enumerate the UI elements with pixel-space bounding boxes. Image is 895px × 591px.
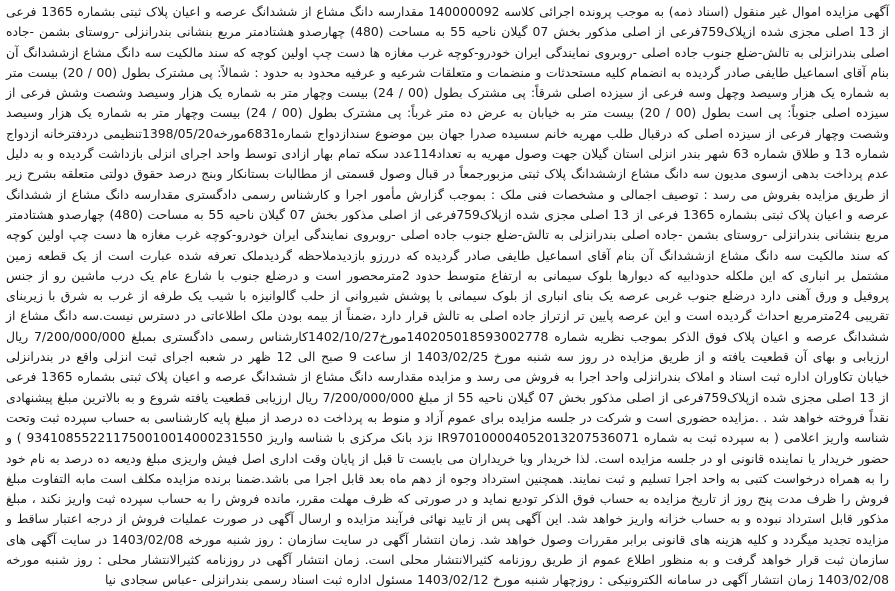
auction-notice-text: آگهی مزایده اموال غیر منقول (اسناد ذمه) به موجب پرونده اجرائی کلاسه 140000092 مقدارسه دانگ مشاع از ششدانگ عرصه و اعیان پلاک ثبتی بشماره 1365 فرعی از 13 اصلی مجزی شده ازپلاک759فرعی از اصلی مذکور بخش 07 گیلان ناحیه 55 به مساحت (480) چهارصدو هشتادمتر مربع بنشانی بندرانزلی -روستای بشمن -جاده اصلی بندرانزلی به تالش-ضلع جنوب جاده اصلی -روبروی نمایندگی ایران خودرو-کوچه غرب مغازه ها دست چپ اولین کوچه که سند مالکیت سه دانگ مشاع ازششدانگ آن بنام آقای اسماعیل طایفی صادر گردیده به انضمام کلیه مستحدثات و منضمات و متعلقات شرعیه و عرفیه محدود به حدود : شمالاً: پی مشترک بطول (00 / 20) بیست متر به شماره یک هزار وسیصد وچهل وسه فرعی از سیزده اصلی شرقاً: پی مشترک بطول (00 / 24) بیست وچهار متر به شماره یک هزار وسیصد وشصت وشش فرعی از سیزده اصلی جنوباً: پی است بطول (00 / 20) بیست متر به خیابان به عرض ده متر غرباً: پی مشترک بطول (00 / 24) بیست وچهار متر به شماره یک هزار وسیصد وشصت وچهار فرعی از سیزده اصلی که درقبال طلب مهریه خانم سسیده صدرا جهان بین موضوع سندازدواج شماره6831مورخه1398/05/20تنظیمی دردفترخانه ازدواج شماره 13 و طلاق شماره 63 شهر بندر انزلی استان گیلان جهت وصول مهریه به تعداد114عدد سکه تمام بهار ازادی توسط واحد اجرای انزلی بازداشت گردیده و به دلیل عدم پرداخت بدهی ازسوی مدیون سه دانگ مشاع ازششدانگ پلاک ثبتی مزبورجمعاً در قبال وصول قسمتی از مطالبات بستانکار وبنج درصد حقوق دولتی متعلقه بشرح زیر از طریق مزایده بفروش می رسد : توصیف اجمالی و مشخصات فنی ملک : بموجب گزارش مأمور اجرا و کارشناس رسمی دادگستری مقدارسه دانگ مشاع از ششدانگ عرصه و اعیان پلاک ثبتی بشماره 1365 فرعی از 13 اصلی مجزی شده ازپلاک759فرعی از اصلی مذکور بخش 07 گیلان ناحیه 55 به مساحت (480) چهارصدو هشتادمتر مربع بنشانی بندرانزلی -روستای بشمن -جاده اصلی بندرانزلی به تالش-ضلع جنوب جاده اصلی -روبروی نمایندگی ایران خودرو-کوچه غرب مغازه ها دست چپ اولین کوچه که سند مالکیت سه دانگ مشاع ازششدانگ آن بنام آقای اسماعیل طایفی صادر گردیده که دررزو بازدیدملاحظه گردیدملک تعرفه شده عبارت است از یک قطعه زمین مشتمل بر انباری که این ملکله حدودابیه که دیوارها بلوک سیمانی به ارتفاع متوسط حدود 2مترمحصور است و درضلع جنوب با شارع عام یک درب ماشین رو از جنس پروفیل و ورق آهنی دارد درضلع جنوب غربی عرصه یک بنای انباری از بلوک سیمانی با پوشش شیروانی از حلب گالوانیزه با شیب یک طرفه از غرب به شرق با زیربنای تقریبی 24مترمربع احداث گردیده است و این عرصه پایین تر ازتراز جاده اصلی به تالش قرار دارد ،ضمناً از بیمه بودن ملک اطلاعاتی در دسترس نیست.سه دانگ مشاع از ششدانگ عرصه و اعیان پلاک فوق الذکر بموجب نظریه شماره 140205018593002778مورخ1402/10/27کارشناس رسمی دادگستری بمبلغ 7/200/000/000 ریال ارزیابی و بهای آن قطعیت یافته و از طریق مزایده در روز سه شنبه مورخ 1403/02/25 از ساعت 9 صبح الی 12 ظهر در شعبه اجرای ثبت انزلی واقع در بندرانزلی خیابان تکاوران اداره ثبت اسناد و املاک بندرانزلی واحد اجرا به فروش می رسد و مزایده مقدارسه دانگ مشاع از ششدانگ عرصه و اعیان پلاک ثبتی بشماره 1365 فرعی از 13 اصلی مجزی شده ازپلاک759فرعی از اصلی مذکور بخش 07 گیلان ناحیه 55 از مبلغ 7/200/000/000 ریال ارزیابی قطعیت یافته شروع و به بالاترین مبلغ پیشنهادی نقداً فروخته خواهد شد . .مزایده حضوری است و شرکت در جلسه مزایده برای عموم آزاد و منوط به پرداخت ده درصد از مبلغ پایه کارشناسی به حساب سپرده ثبت وتحت شناسه واریز اعلامی ( به سپرده ثبت به شماره IR970100004052013207536071 نزد بانک مرکزی با شناسه واریز 934108552211750010014000231550 ) و حضور خریدار یا نماینده قانونی او در جلسه مزایده است. لذا خریدار ویا خریداران می بایست تا قبل از پایان وقت اداری اصل فیش واریزی مبلغ ودیعه ده درصد به نام خود را به همراه درخواست کتبی به واحد اجرا تسلیم و ثبت نمایند. همچنین استرداد وجوه از دهم ماه بعد قابل اجرا می باشد.ضمنا برنده مزایده مکلف است مابه التفاوت مبلغ فروش را ظرف مدت پنج روز از تاریخ مزایده به حساب فوق الذکر تودیع نماید و در صورتی که ظرف مهلت مقرر، مانده فروش را به حساب سپرده ثبت واریز نکند ، مبلغ مذکور قابل استرداد نبوده و به حساب خزانه واریز خواهد شد. این آگهی پس از تایید نهائی فرآیند مزایده و ارسال آگهی در صورت عملیات فروش از درجه اعتبار ساقط و مزایده تجدید میگردد و کلیه هزینه های قانونی برابر مقررات وصول خواهد شد. زمان انتشار آگهی در سایت سازمان : روز شنبه مورخه 1403/02/08 در سایت آگهی های سازمان ثبت قرار خواهد گرفت و به منظور اطلاع عموم از طریق روزنامه کثیرالانتشار محلی است. زمان انتشار آگهی در روزنامه کثیرالانتشار محلی : روز شنبه مورخه 1403/02/08 زمان انتشار آگهی در سامانه الکترونیکی : روزچهار شنبه مورخ 1403/02/12 مسئول اداره ثبت اسناد رسمی بندرانزلی -عباس سجادی نیا [6, 4, 890, 588]
